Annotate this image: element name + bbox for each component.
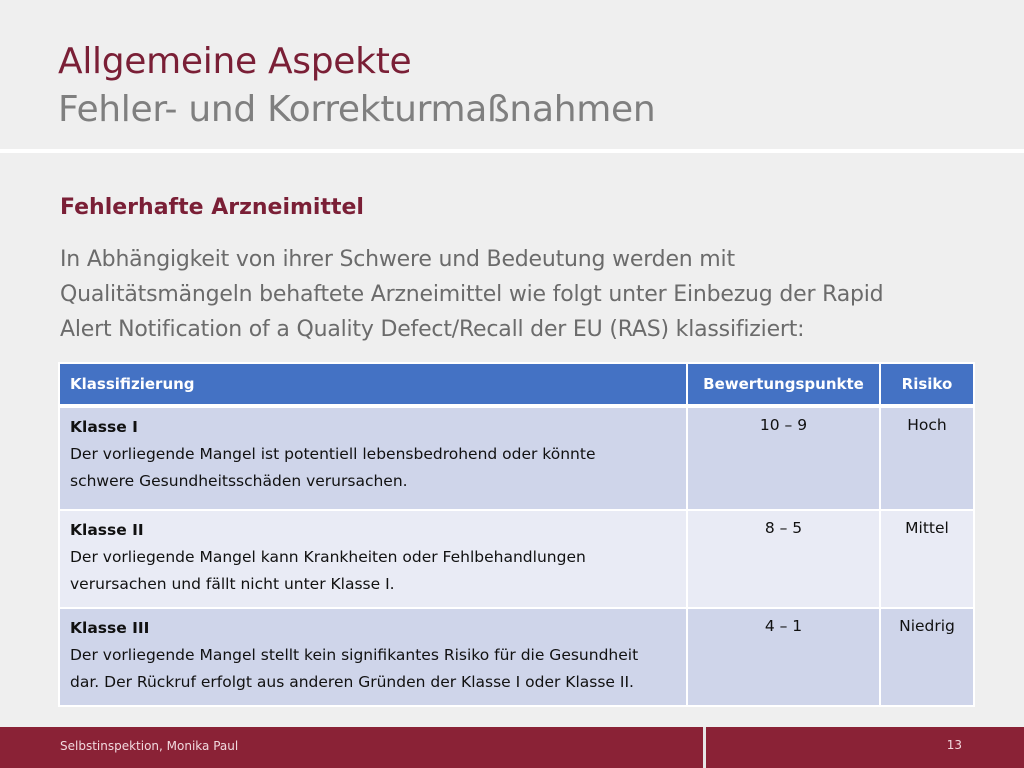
table-row [59, 510, 974, 608]
class-description-line: Der vorliegende Mangel stellt kein signifikantes Risiko für die Gesundheit [70, 646, 639, 664]
title-separator [0, 149, 1024, 153]
page-number: 13 [946, 738, 962, 752]
points-cell: 8 – 5 [687, 510, 880, 608]
header-risk: Risiko [880, 363, 974, 406]
header-points: Bewertungspunkte [687, 363, 880, 406]
points-cell: 10 – 9 [687, 406, 880, 510]
footer-text: Selbstinspektion, Monika Paul [60, 739, 239, 753]
table-header-row [59, 363, 974, 406]
slide-title: Allgemeine Aspekte [58, 41, 412, 82]
classification-table [58, 362, 975, 707]
table-row [59, 608, 974, 706]
class-name: Klasse I [70, 418, 138, 436]
body-paragraph [60, 242, 980, 347]
section-heading: Fehlerhafte Arzneimittel [60, 195, 364, 220]
body-line: Qualitätsmängeln behaftete Arzneimittel wie folgt unter Einbezug der Rapid [60, 282, 884, 307]
class-description-line: verursachen und fällt nicht unter Klasse I. [70, 575, 395, 593]
points-cell: 4 – 1 [687, 608, 880, 706]
footer-bar [0, 727, 1024, 768]
classification-cell [59, 510, 687, 608]
header-classification: Klassifizierung [59, 363, 687, 406]
classification-cell [59, 406, 687, 510]
footer-divider [703, 727, 706, 768]
title-area [0, 0, 1024, 148]
class-name: Klasse III [70, 619, 150, 637]
class-description-line: schwere Gesundheitsschäden verursachen. [70, 472, 408, 490]
class-name: Klasse II [70, 521, 144, 539]
classification-cell [59, 608, 687, 706]
risk-cell: Niedrig [880, 608, 974, 706]
slide-subtitle: Fehler- und Korrekturmaßnahmen [58, 89, 656, 130]
body-line: In Abhängigkeit von ihrer Schwere und Bedeutung werden mit [60, 247, 735, 272]
class-description-line: Der vorliegende Mangel kann Krankheiten oder Fehlbehandlungen [70, 548, 586, 566]
risk-cell: Mittel [880, 510, 974, 608]
class-description-line: Der vorliegende Mangel ist potentiell lebensbedrohend oder könnte [70, 445, 596, 463]
class-description-line: dar. Der Rückruf erfolgt aus anderen Gründen der Klasse I oder Klasse II. [70, 673, 634, 691]
table-row [59, 406, 974, 510]
risk-cell: Hoch [880, 406, 974, 510]
body-line: Alert Notification of a Quality Defect/Recall der EU (RAS) klassifiziert: [60, 317, 805, 342]
